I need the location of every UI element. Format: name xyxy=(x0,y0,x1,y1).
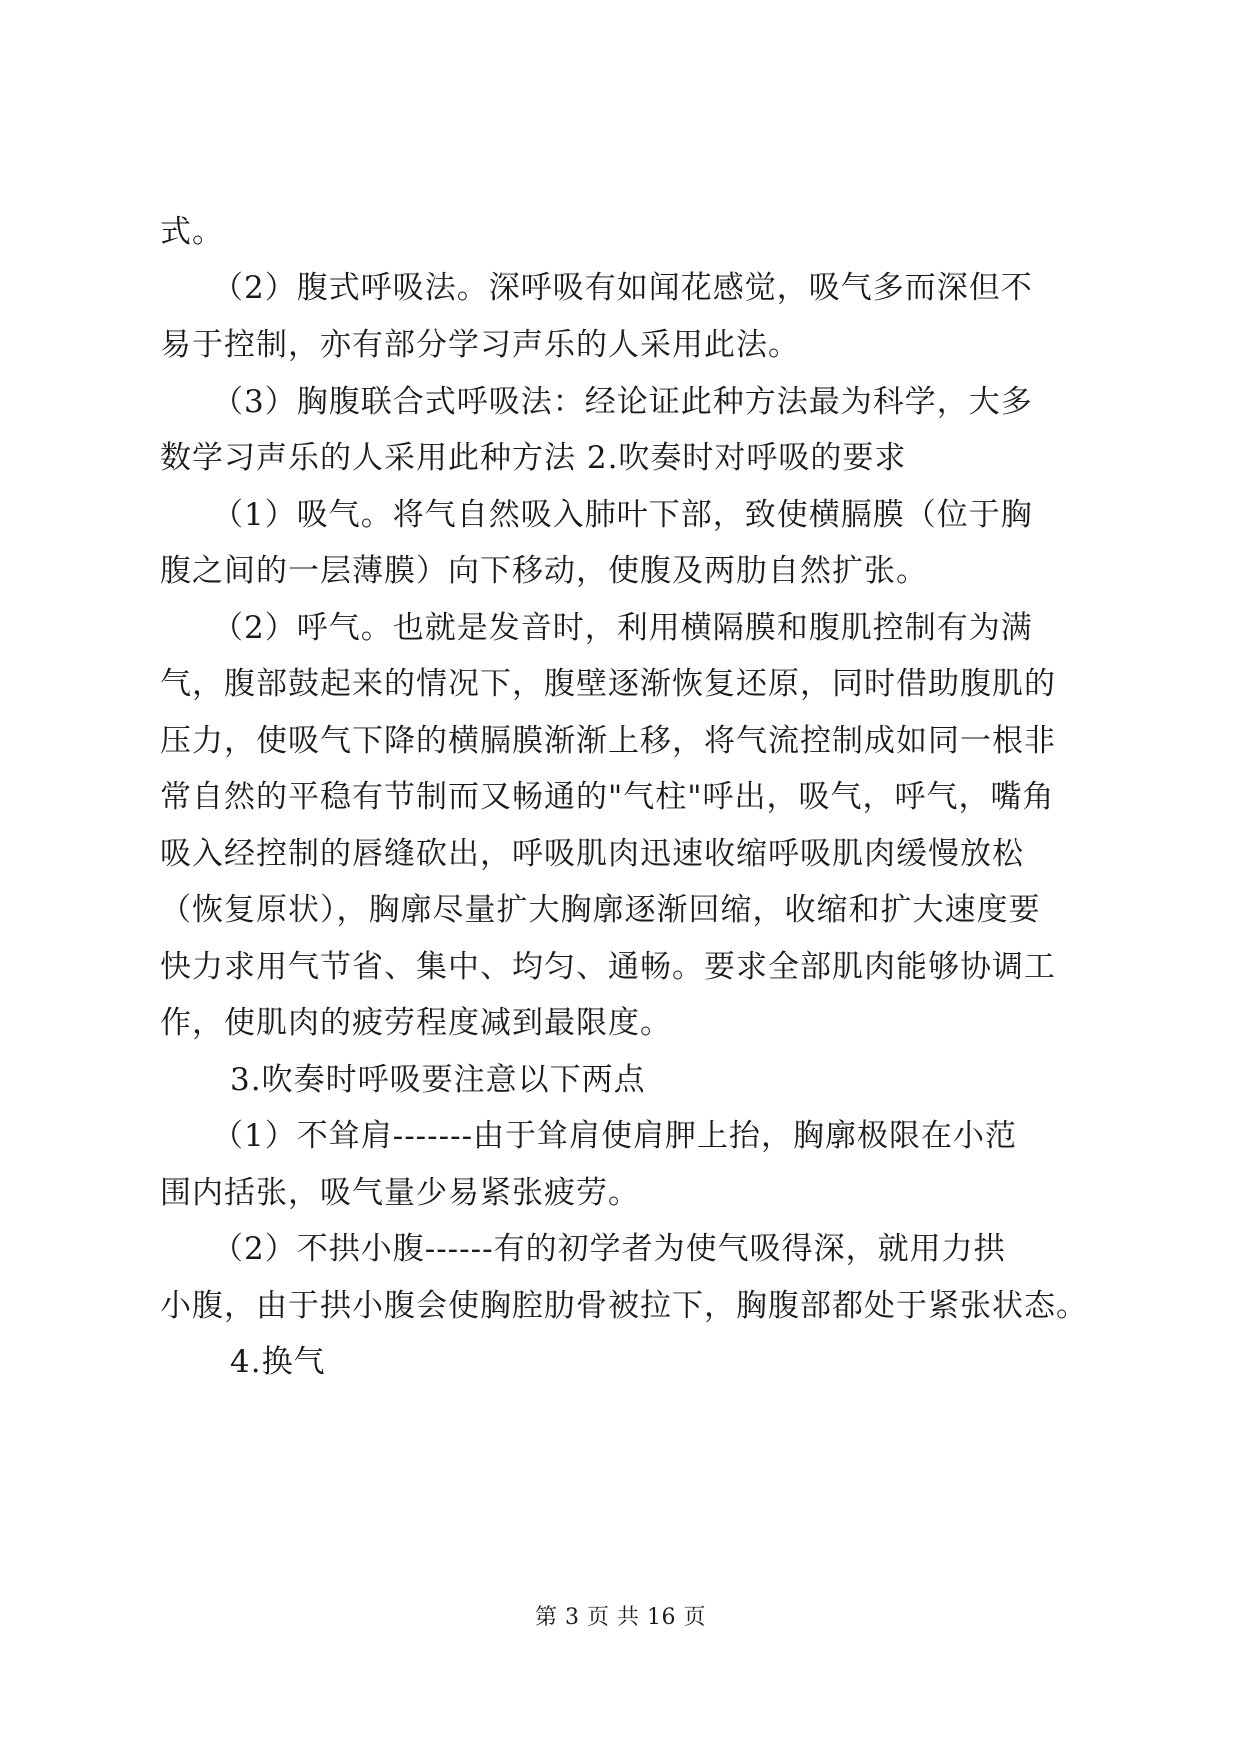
text-line-9: 气，腹部鼓起来的情况下，腹壁逐渐恢复还原，同时借助腹肌的 xyxy=(160,666,1056,702)
text-line-11: 常自然的平稳有节制而又畅通的"气柱"呼出，吸气，呼气，嘴角 xyxy=(160,779,1055,815)
text-line-21: 4.换气 xyxy=(230,1344,326,1380)
text-line-13: （恢复原状），胸廓尽量扩大胸廓逐渐回缩，收缩和扩大速度要 xyxy=(160,892,1041,928)
text-line-5: 数学习声乐的人采用此种方法 2.吹奏时对呼吸的要求 xyxy=(160,440,907,476)
text-line-10: 压力，使吸气下降的横膈膜渐渐上移，将气流控制成如同一根非 xyxy=(160,723,1056,759)
text-line-3: 易于控制，亦有部分学习声乐的人采用此法。 xyxy=(160,327,800,363)
text-line-15: 作，使肌肉的疲劳程度减到最限度。 xyxy=(160,1005,672,1041)
text-line-12: 吸入经控制的唇缝砍出，呼吸肌肉迅速收缩呼吸肌肉缓慢放松 xyxy=(160,836,1024,872)
text-line-20: 小腹，由于拱小腹会使胸腔肋骨被拉下，胸腹部都处于紧张状态。 xyxy=(160,1288,1088,1324)
text-line-6: （1）吸气。将气自然吸入肺叶下部，致使横膈膜（位于胸 xyxy=(212,497,1033,533)
text-line-4: （3）胸腹联合式呼吸法：经论证此种方法最为科学，大多 xyxy=(212,384,1033,420)
text-line-8: （2）呼气。也就是发音时，利用横隔膜和腹肌控制有为满 xyxy=(212,610,1033,646)
text-line-16: 3.吹奏时呼吸要注意以下两点 xyxy=(230,1062,646,1098)
text-line-14: 快力求用气节省、集中、均匀、通畅。要求全部肌肉能够协调工 xyxy=(160,949,1056,985)
text-line-17: （1）不耸肩-------由于耸肩使肩胛上抬，胸廓极限在小范 xyxy=(212,1118,1018,1154)
text-line-1: 式。 xyxy=(160,214,224,250)
text-line-18: 围内括张，吸气量少易紧张疲劳。 xyxy=(160,1175,640,1211)
text-line-7: 腹之间的一层薄膜）向下移动，使腹及两肋自然扩张。 xyxy=(160,553,928,589)
text-line-2: （2）腹式呼吸法。深呼吸有如闻花感觉，吸气多而深但不 xyxy=(212,270,1033,306)
page-number-footer: 第 3 页 共 16 页 xyxy=(535,1605,706,1630)
text-line-19: （2）不拱小腹------有的初学者为使气吸得深，就用力拱 xyxy=(212,1231,1006,1267)
